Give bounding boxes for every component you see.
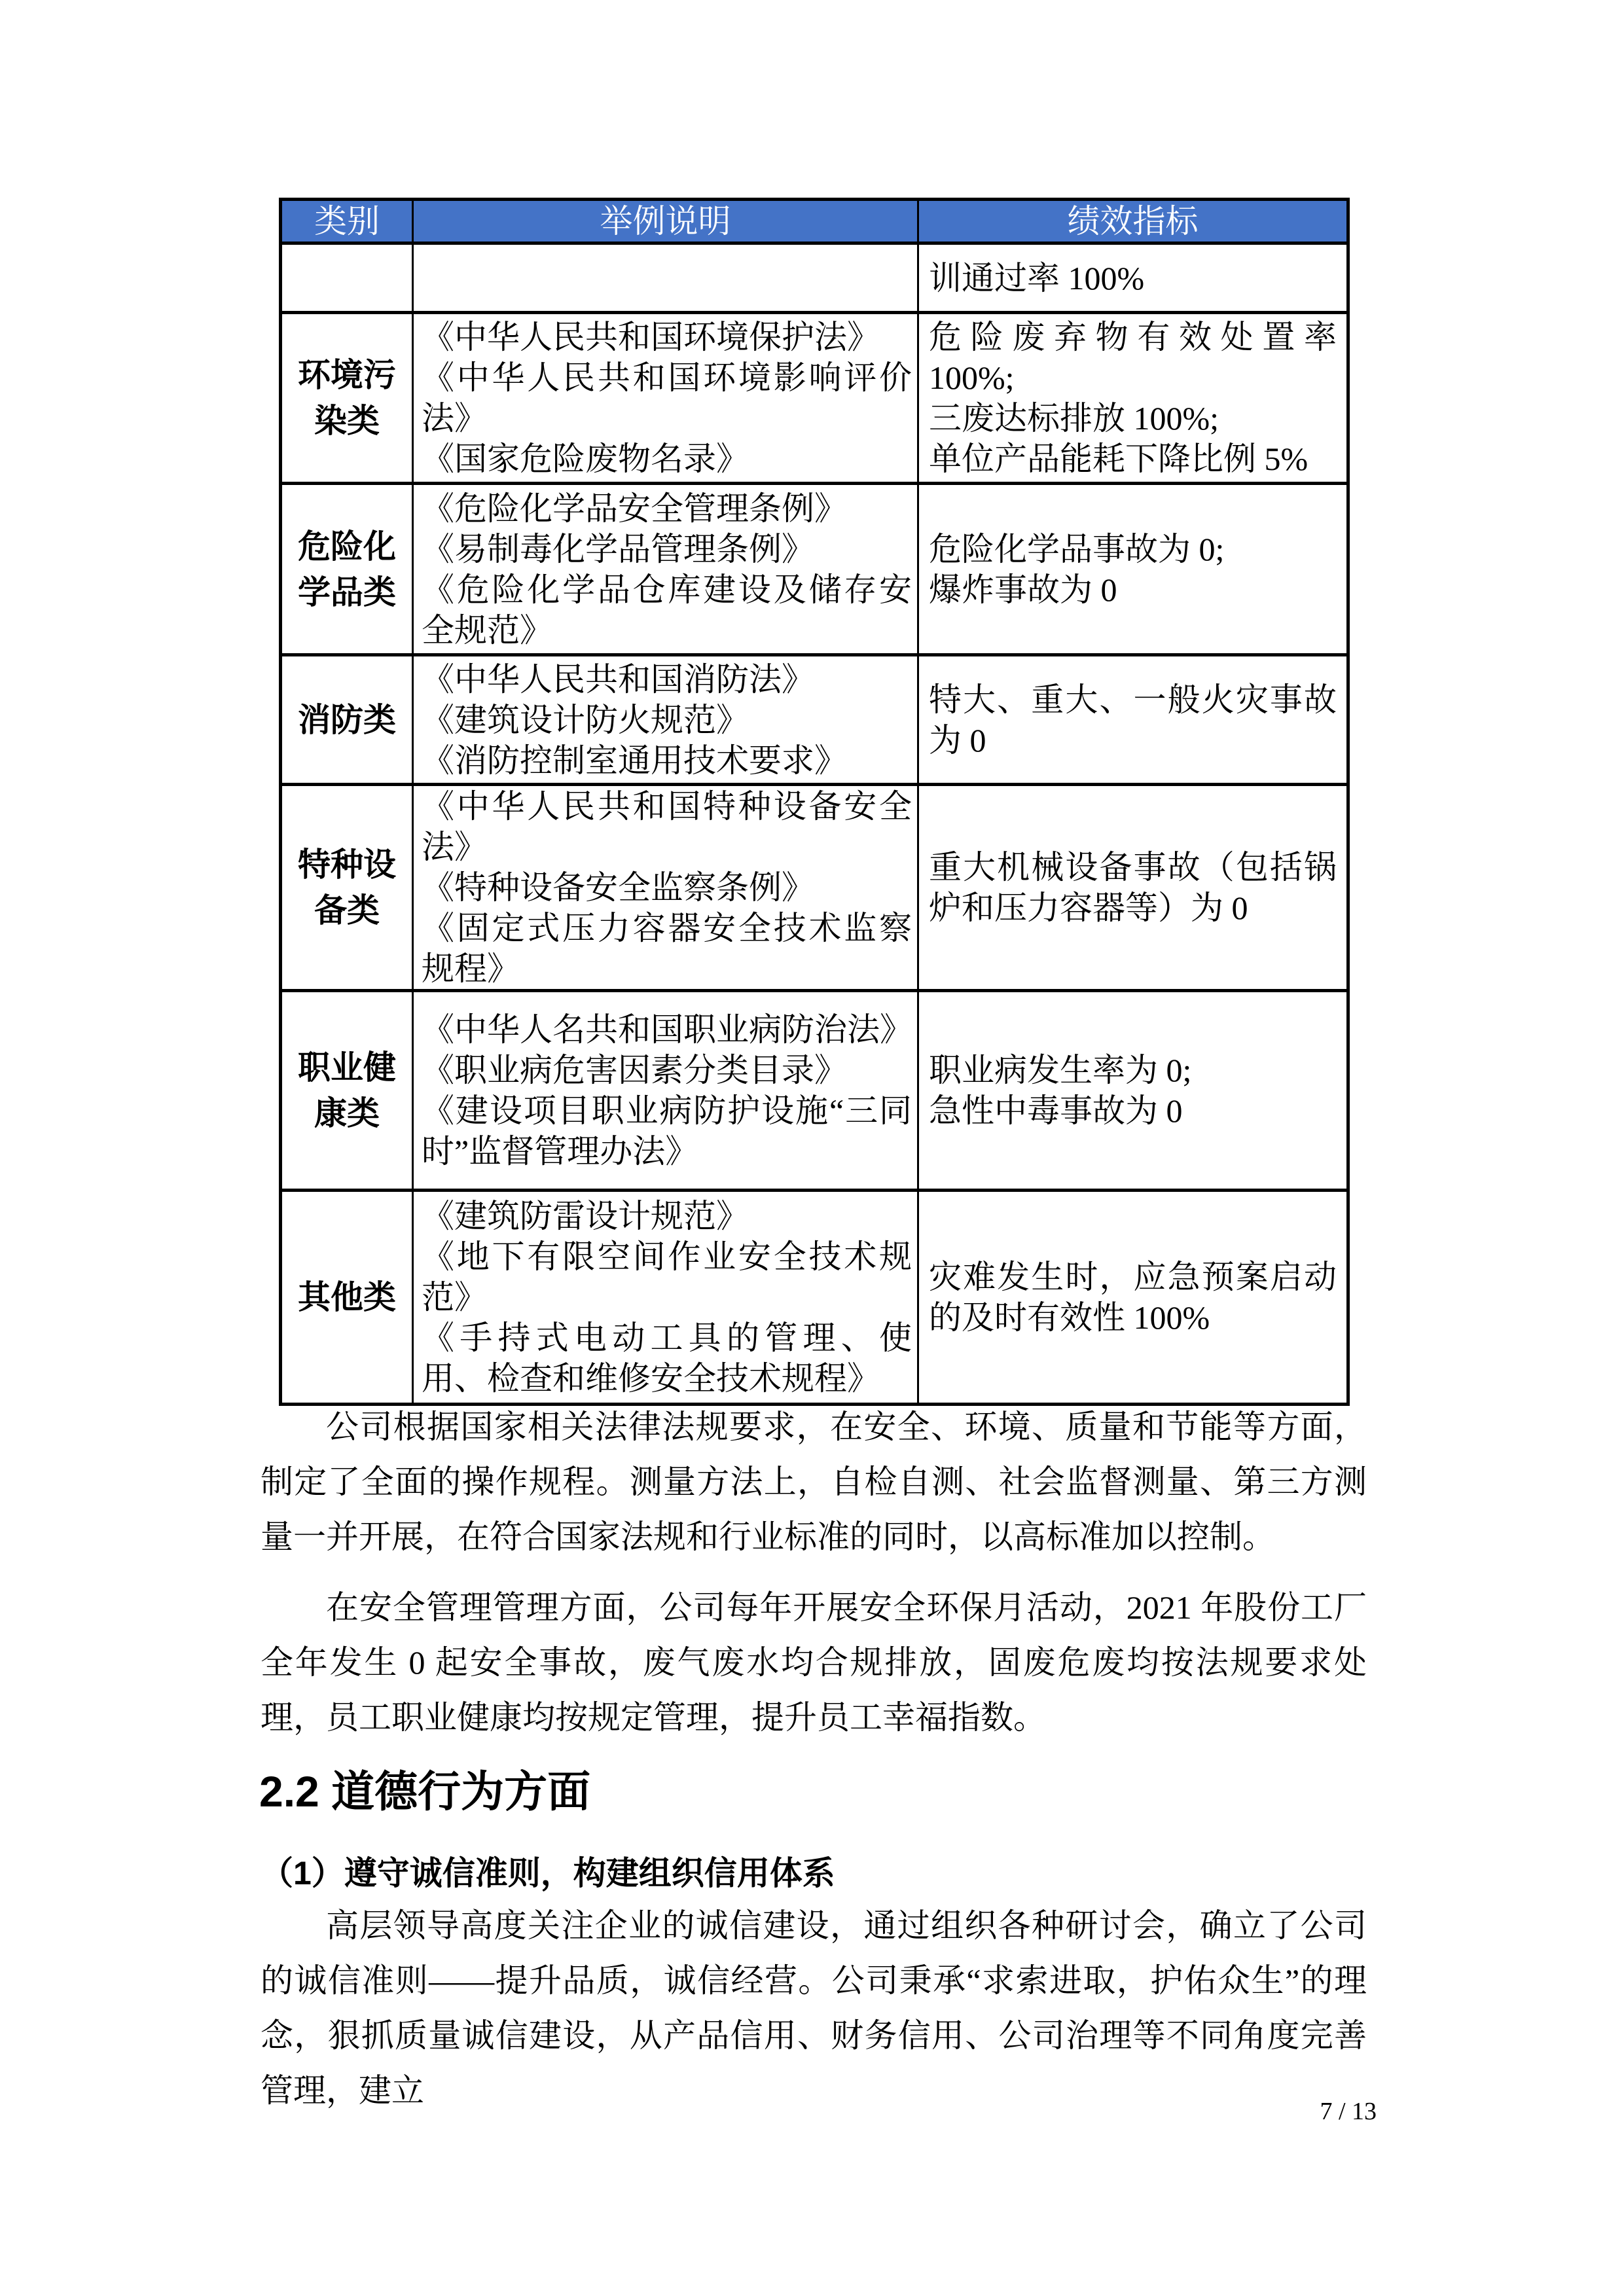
cell-entry: 《中华人民共和国环境保护法》 [422, 319, 880, 355]
table-header-row [281, 200, 1348, 243]
cell-entry: 《国家危险废物名录》 [422, 440, 749, 477]
cell-entry: 《地下有限空间作业安全技术规范》 [422, 1238, 912, 1316]
section-heading: 2.2 道德行为方面 [259, 1767, 591, 1816]
indicators-cell [918, 1191, 1348, 1405]
indicators-cell [918, 785, 1348, 991]
cell-entry: 危险废弃物有效处置率 100%; [929, 319, 1337, 396]
indicators-cell [918, 655, 1348, 785]
page-number: 7 / 13 [1320, 2098, 1377, 2125]
indicators-cell [918, 313, 1348, 484]
table-row [281, 313, 1348, 484]
table-row [281, 243, 1348, 313]
cell-entry: 灾难发生时，应急预案启动的及时有效性 100% [929, 1259, 1337, 1336]
category-cell: 消防类 [281, 655, 413, 785]
cell-entry: 三废达标排放 100%; [929, 400, 1219, 437]
cell-entry: 特大、重大、一般火灾事故为 0 [929, 681, 1337, 759]
cell-entry: 《中华人民共和国特种设备安全法》 [422, 788, 912, 865]
examples-cell [413, 243, 918, 313]
category-cell: 危险化学品类 [281, 484, 413, 655]
table-row [281, 785, 1348, 991]
column-header-category: 类别 [281, 200, 413, 243]
cell-entry: 急性中毒事故为 0 [929, 1092, 1183, 1129]
cell-entry: 《固定式压力容器安全技术监察规程》 [422, 910, 912, 987]
table-row [281, 655, 1348, 785]
cell-entry: 《易制毒化学品管理条例》 [422, 530, 814, 567]
examples-cell [413, 991, 918, 1191]
cell-entry: 《手持式电动工具的管理、使用、检查和维修安全技术规程》 [422, 1319, 912, 1397]
category-cell: 其他类 [281, 1191, 413, 1405]
examples-cell [413, 484, 918, 655]
cell-entry: 《职业病危害因素分类目录》 [422, 1052, 847, 1088]
examples-cell [413, 1191, 918, 1405]
cell-entry: 爆炸事故为 0 [929, 571, 1117, 608]
examples-cell [413, 655, 918, 785]
category-cell [281, 243, 413, 313]
cell-entry: 《中华人名共和国职业病防治法》 [422, 1011, 912, 1048]
category-cell: 环境污染类 [281, 313, 413, 484]
paragraph-operating-procedures: 公司根据国家相关法律法规要求，在安全、环境、质量和节能等方面，制定了全面的操作规程。测量方法上，自检自测、社会监督测量、第三方测量一并开展，在符合国家法规和行业标准的同时，以高标准加以控制。 [261, 1408, 1367, 1555]
indicators-cell [918, 484, 1348, 655]
paragraph-integrity: 高层领导高度关注企业的诚信建设，通过组织各种研讨会，确立了公司的诚信准则——提升品质，诚信经营。公司秉承“求索进取，护佑众生”的理念，狠抓质量诚信建设，从产品信用、财务信用、公司治理等不同角度完善管理，建立 [261, 1907, 1367, 2109]
category-cell: 职业健康类 [281, 991, 413, 1191]
examples-cell [413, 785, 918, 991]
indicators-cell [918, 991, 1348, 1191]
cell-entry: 重大机械设备事故（包括锅炉和压力容器等）为 0 [929, 849, 1337, 926]
cell-entry: 《建筑设计防火规范》 [422, 701, 749, 738]
cell-entry: 《中华人民共和国消防法》 [422, 660, 814, 698]
cell-entry: 《危险化学品仓库建设及储存安全规范》 [422, 571, 912, 649]
subsection-heading: （1）遵守诚信准则，构建组织信用体系 [261, 1855, 835, 1892]
indicators-cell [918, 243, 1348, 313]
cell-entry: 《中华人民共和国环境影响评价法》 [422, 359, 912, 437]
cell-entry: 《建筑防雷设计规范》 [422, 1198, 749, 1234]
column-header-indicators: 绩效指标 [918, 200, 1348, 243]
cell-entry: 《消防控制室通用技术要求》 [422, 742, 847, 779]
column-header-examples: 举例说明 [413, 200, 918, 243]
cell-entry: 《危险化学品安全管理条例》 [422, 490, 847, 527]
cell-entry: 训通过率 100% [929, 259, 1145, 296]
cell-entry: 职业病发生率为 0; [929, 1052, 1192, 1088]
category-cell: 特种设备类 [281, 785, 413, 991]
cell-entry: 《特种设备安全监察条例》 [422, 869, 814, 906]
paragraph-safety-management: 在安全管理管理方面，公司每年开展安全环保月活动，2021 年股份工厂全年发生 0 起安全事故，废气废水均合规排放，固废危废均按法规要求处理，员工职业健康均按规定管理，提升员工幸福指数。 [261, 1589, 1367, 1736]
table-row [281, 991, 1348, 1191]
regulations-table [279, 198, 1350, 1406]
cell-entry: 《建设项目职业病防护设施“三同时”监督管理办法》 [422, 1092, 912, 1170]
table-row [281, 484, 1348, 655]
table-row [281, 1191, 1348, 1405]
examples-cell [413, 313, 918, 484]
cell-entry: 危险化学品事故为 0; [929, 530, 1225, 567]
cell-entry: 单位产品能耗下降比例 5% [929, 440, 1308, 477]
